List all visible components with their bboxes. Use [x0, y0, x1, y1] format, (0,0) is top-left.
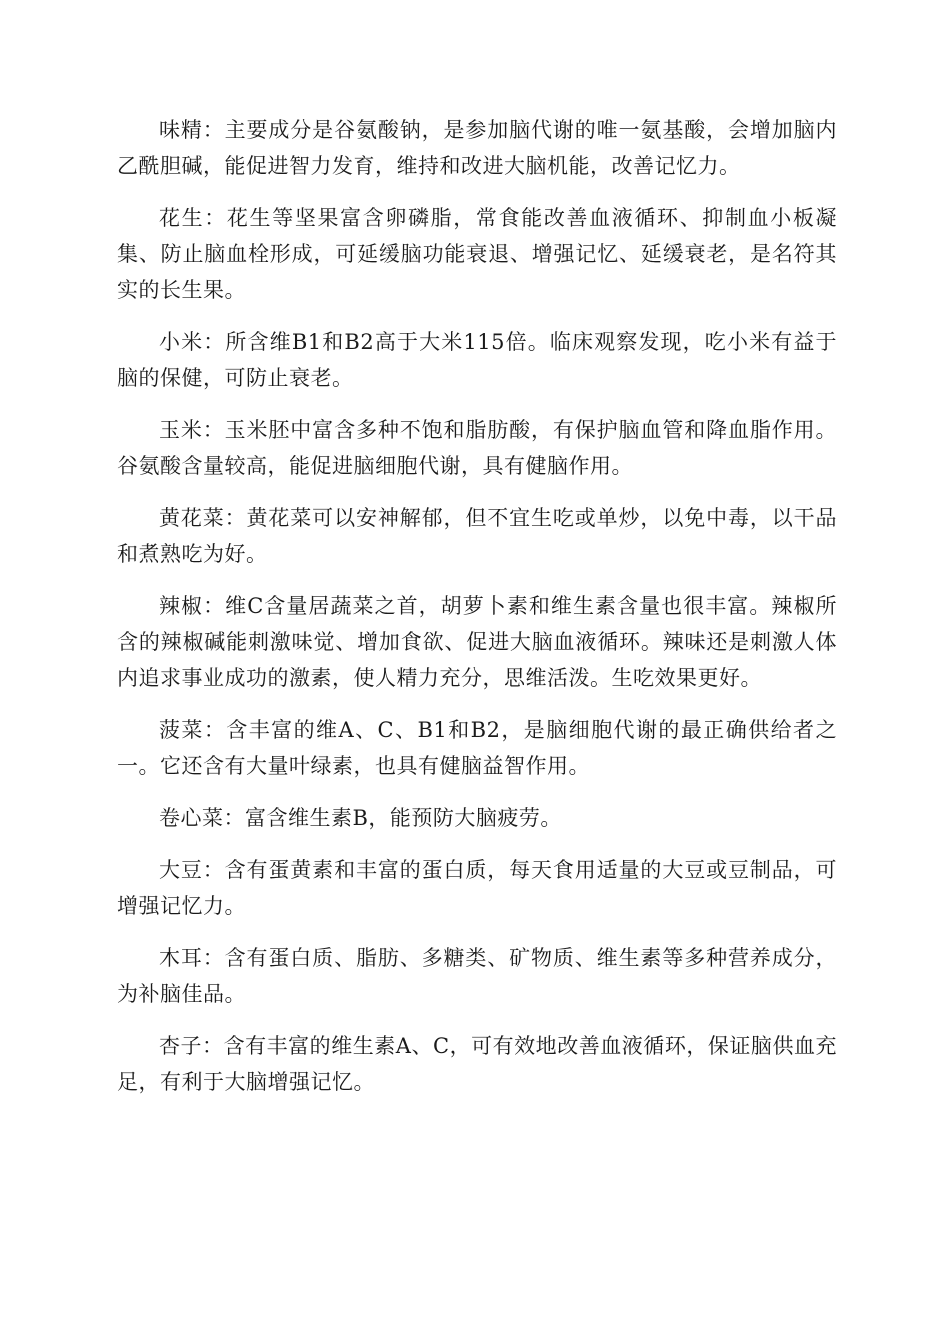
document-page	[117, 112, 837, 1116]
paragraph-peanut: 花生：花生等坚果富含卵磷脂，常食能改善血液循环、抑制血小板凝集、防止脑血栓形成，可延缓脑功能衰退、增强记忆、延缓衰老，是名符其实的长生果。	[117, 206, 837, 302]
paragraph-spinach: 菠菜：含丰富的维A、C、B1和B2，是脑细胞代谢的最正确供给者之一。它还含有大量叶绿素，也具有健脑益智作用。	[117, 718, 837, 778]
paragraph-fungus: 木耳：含有蛋白质、脂肪、多糖类、矿物质、维生素等多种营养成分，为补脑佳品。	[117, 946, 837, 1006]
paragraph-msg: 味精：主要成分是谷氨酸钠，是参加脑代谢的唯一氨基酸，会增加脑内乙酰胆碱，能促进智力发育，维持和改进大脑机能，改善记忆力。	[117, 118, 837, 178]
paragraph-chili: 辣椒：维C含量居蔬菜之首，胡萝卜素和维生素含量也很丰富。辣椒所含的辣椒碱能刺激味觉、增加食欲、促进大脑血液循环。辣味还是刺激人体内追求事业成功的激素，使人精力充分，思维活泼。生吃效果更好。	[117, 594, 837, 690]
paragraph-soybean: 大豆：含有蛋黄素和丰富的蛋白质，每天食用适量的大豆或豆制品，可增强记忆力。	[117, 858, 837, 918]
paragraph-millet: 小米：所含维B1和B2高于大米115倍。临床观察发现，吃小米有益于脑的保健，可防止衰老。	[117, 330, 837, 390]
paragraph-cabbage: 卷心菜：富含维生素B，能预防大脑疲劳。	[159, 806, 562, 830]
paragraph-apricot: 杏子：含有丰富的维生素A、C，可有效地改善血液循环，保证脑供血充足，有利于大脑增强记忆。	[117, 1034, 837, 1094]
paragraph-corn: 玉米：玉米胚中富含多种不饱和脂肪酸，有保护脑血管和降血脂作用。谷氨酸含量较高，能促进脑细胞代谢，具有健脑作用。	[117, 418, 837, 478]
paragraph-daylily: 黄花菜：黄花菜可以安神解郁，但不宜生吃或单炒，以免中毒，以干品和煮熟吃为好。	[117, 506, 837, 566]
